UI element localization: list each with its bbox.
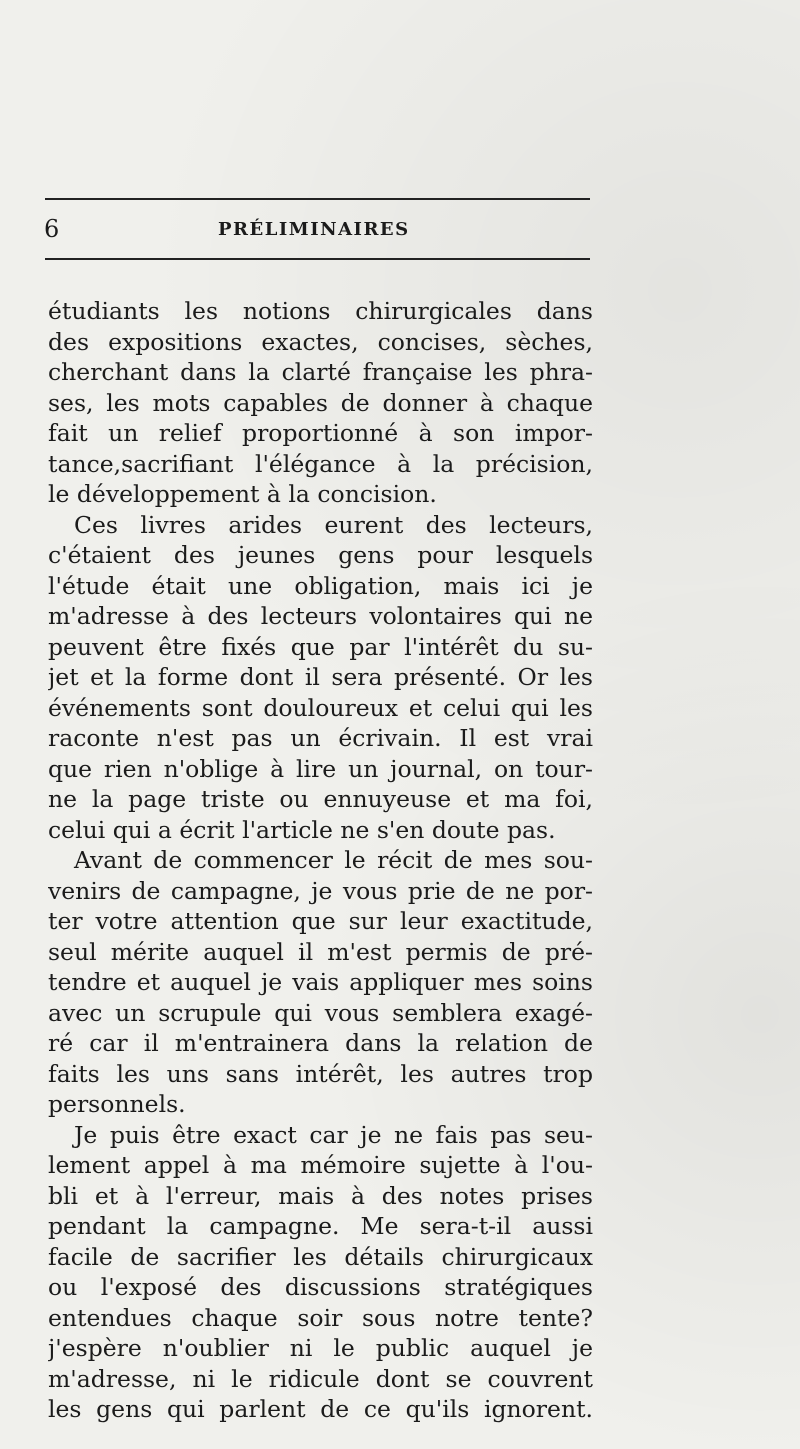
text-line: m'adresse à des lecteurs volontaires qui ne (48, 602, 593, 630)
text-line: faits les uns sans intérêt, les autres trop (48, 1059, 593, 1088)
text-line: que rien n'oblige à lire un journal, on tour- (48, 754, 593, 783)
text-line: avec un scrupule qui vous semblera exagé- (48, 998, 593, 1027)
text-line: celui qui a écrit l'article ne s'en doute pas. (48, 815, 556, 844)
text-line: Ces livres arides eurent des lecteurs, (74, 510, 593, 539)
text-line: les gens qui parlent de ce qu'ils ignorent. (48, 1395, 593, 1423)
header-top-rule (45, 198, 590, 200)
body-text (48, 296, 593, 1425)
text-line: fait un relief proportionné à son impor- (48, 419, 593, 447)
text-line: cherchant dans la clarté française les phra- (48, 358, 593, 386)
text-line: m'adresse, ni le ridicule dont se couvrent (48, 1364, 593, 1393)
text-line: personnels. (48, 1090, 186, 1118)
text-line: bli et à l'erreur, mais à des notes prises (48, 1181, 593, 1210)
text-line: facile de sacrifier les détails chirurgicaux (48, 1242, 593, 1271)
text-line: venirs de campagne, je vous prie de ne por- (48, 876, 593, 905)
page-number: 6 (44, 215, 60, 243)
text-line: Avant de commencer le récit de mes sou- (74, 846, 593, 874)
header-bottom-rule (45, 258, 590, 260)
text-line: seul mérite auquel il m'est permis de pré- (48, 937, 593, 966)
text-line: c'étaient des jeunes gens pour lesquels (48, 541, 593, 569)
text-line: des expositions exactes, concises, sèches, (48, 327, 593, 356)
text-line: Je puis être exact car je ne fais pas seu- (74, 1120, 593, 1149)
text-line: raconte n'est pas un écrivain. Il est vrai (48, 724, 593, 752)
text-line: étudiants les notions chirurgicales dans (48, 297, 593, 325)
text-line: événements sont douloureux et celui qui les (48, 693, 593, 722)
text-line: ses, les mots capables de donner à chaque (48, 388, 593, 417)
text-line: le développement à la concision. (48, 480, 437, 508)
text-line: ne la page triste ou ennuyeuse et ma foi, (48, 785, 593, 813)
text-line: tance,sacrifiant l'élégance à la précision, (48, 449, 593, 478)
text-line: ter votre attention que sur leur exactitude, (48, 907, 593, 935)
text-line: l'étude était une obligation, mais ici je (48, 571, 593, 600)
text-line: ou l'exposé des discussions stratégiques (48, 1273, 593, 1301)
text-line: peuvent être fixés que par l'intérêt du su- (48, 632, 593, 661)
text-line: pendant la campagne. Me sera-t-il aussi (48, 1212, 593, 1240)
text-line: ré car il m'entrainera dans la relation de (48, 1029, 593, 1057)
text-line: tendre et auquel je vais appliquer mes soins (48, 968, 593, 996)
running-head: PRÉLIMINAIRES (218, 219, 410, 240)
text-line: jet et la forme dont il sera présenté. Or les (48, 663, 593, 691)
text-line: lement appel à ma mémoire sujette à l'ou- (48, 1151, 593, 1179)
text-line: entendues chaque soir sous notre tente? (48, 1303, 593, 1332)
text-line: j'espère n'oublier ni le public auquel je (48, 1334, 593, 1362)
